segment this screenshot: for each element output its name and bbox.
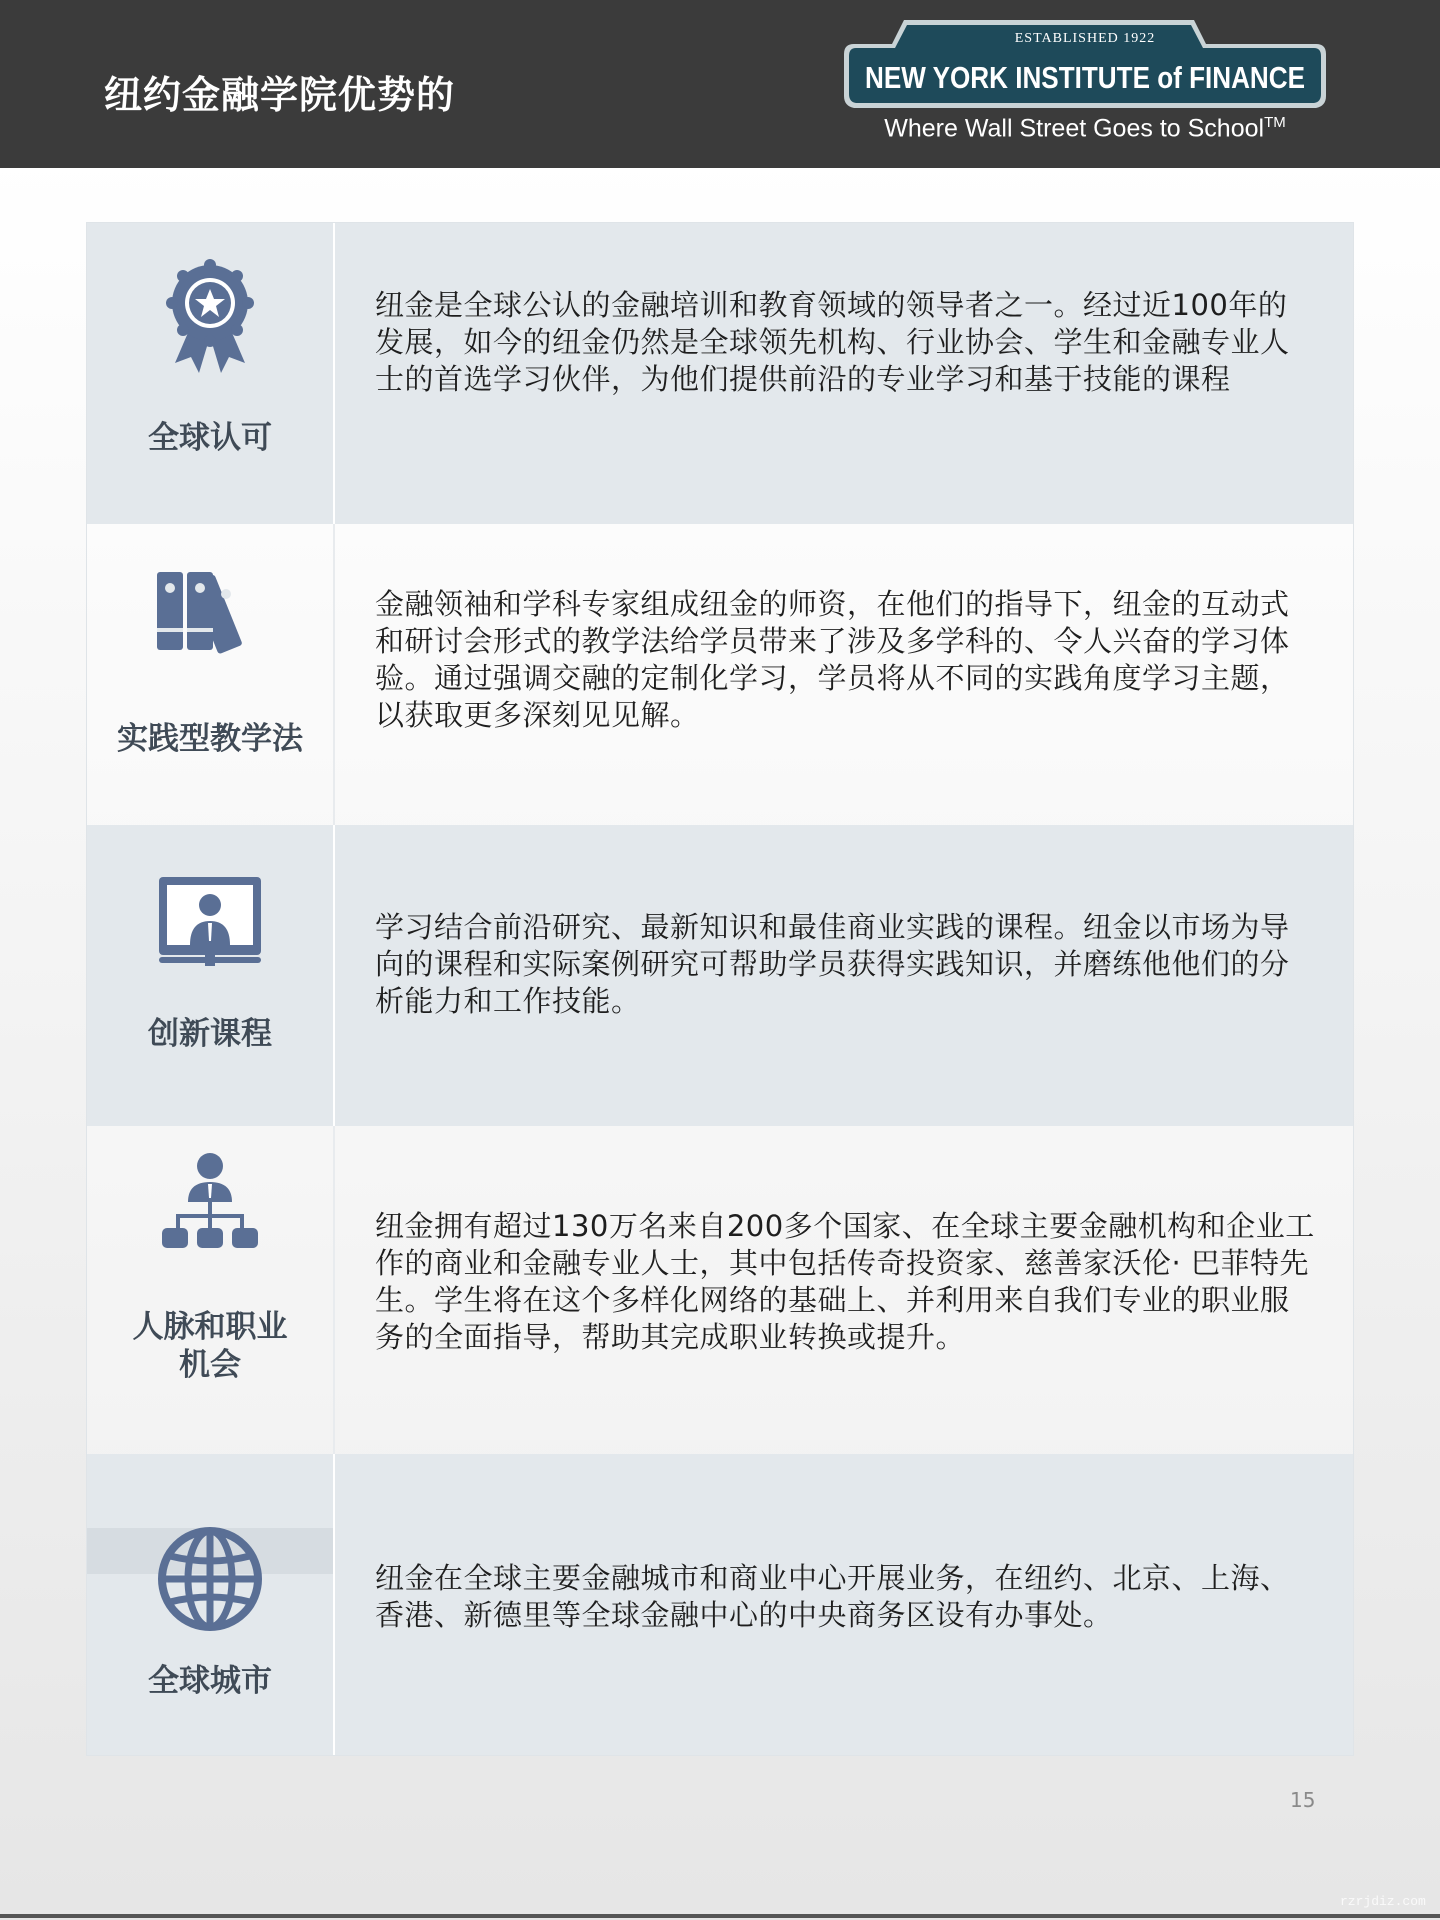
page-title: 纽约金融学院优势的 bbox=[104, 73, 456, 117]
row-label: 创新课程 bbox=[148, 1016, 272, 1052]
row-description: 纽金拥有超过130万名来自200多个国家、在全球主要金融机构和企业工作的商业和金融专业人士，其中包括传奇投资家、慈善家沃伦· 巴菲特先生。学生将在这个多样化网络的基础上、并利用来自我们专业的职业服务的全面指导，帮助其完成职业转换或提升。 bbox=[375, 1209, 1315, 1354]
award-ribbon-icon bbox=[165, 263, 255, 377]
row-header-cell bbox=[87, 825, 335, 1126]
tagline-text: Where Wall Street Goes to School bbox=[884, 114, 1265, 143]
page-number: 15 bbox=[1290, 1788, 1316, 1812]
logo-name-text: NEW YORK INSTITUTE of FINANCE bbox=[865, 60, 1305, 95]
tagline bbox=[840, 114, 1330, 143]
trademark-mark: TM bbox=[1264, 114, 1286, 131]
globe-icon bbox=[157, 1526, 263, 1636]
row-description: 学习结合前沿研究、最新知识和最佳商业实践的课程。纽金以市场为导向的课程和实际案例研究可帮助学员获得实践知识，并磨练他他们的分析能力和工作技能。 bbox=[375, 910, 1290, 1018]
advantage-row-innovative-curriculum bbox=[87, 825, 1353, 1126]
network-hierarchy-icon bbox=[158, 1152, 262, 1260]
row-description: 金融领袖和学科专家组成纽金的师资，在他们的指导下，纽金的互动式和研讨会形式的教学法给学员带来了涉及多学科的、令人兴奋的学习体验。通过强调交融的定制化学习，学员将从不同的实践角度学习主题，以获取更多深刻见见解。 bbox=[375, 587, 1290, 732]
row-header-cell bbox=[87, 524, 335, 825]
row-header-cell bbox=[87, 1454, 335, 1755]
bottom-rule bbox=[0, 1914, 1440, 1918]
row-label-line1: 人脉和职业 bbox=[132, 1309, 288, 1345]
presenter-screen-icon bbox=[157, 875, 263, 971]
header-bar bbox=[0, 0, 1440, 168]
row-label: 实践型教学法 bbox=[117, 721, 303, 757]
advantages-table bbox=[86, 222, 1354, 1756]
row-label: 全球认可 bbox=[148, 420, 272, 456]
row-label: 全球城市 bbox=[148, 1663, 272, 1699]
row-header-cell bbox=[87, 223, 335, 524]
row-description: 纽金在全球主要金融城市和商业中心开展业务，在纽约、北京、上海、香港、新德里等全球金融中心的中央商务区设有办事处。 bbox=[375, 1561, 1290, 1632]
binders-icon bbox=[155, 568, 265, 658]
row-description: 纽金是全球公认的金融培训和教育领域的领导者之一。经过近100年的发展，如今的纽金仍然是全球领先机构、行业协会、学生和金融专业人士的首选学习伙伴，为他们提供前沿的专业学习和基于技能的课程 bbox=[375, 288, 1290, 396]
advantage-row-network-career bbox=[87, 1126, 1353, 1454]
row-label-line2: 机会 bbox=[179, 1347, 241, 1383]
row-header-cell bbox=[87, 1126, 335, 1454]
logo-established-text: ESTABLISHED 1922 bbox=[1014, 31, 1156, 46]
advantage-row-global-recognition bbox=[87, 223, 1353, 524]
advantage-row-global-cities bbox=[87, 1454, 1353, 1755]
watermark-text: rzrjdiz.com bbox=[1340, 1894, 1426, 1909]
advantage-row-practical-teaching bbox=[87, 524, 1353, 825]
